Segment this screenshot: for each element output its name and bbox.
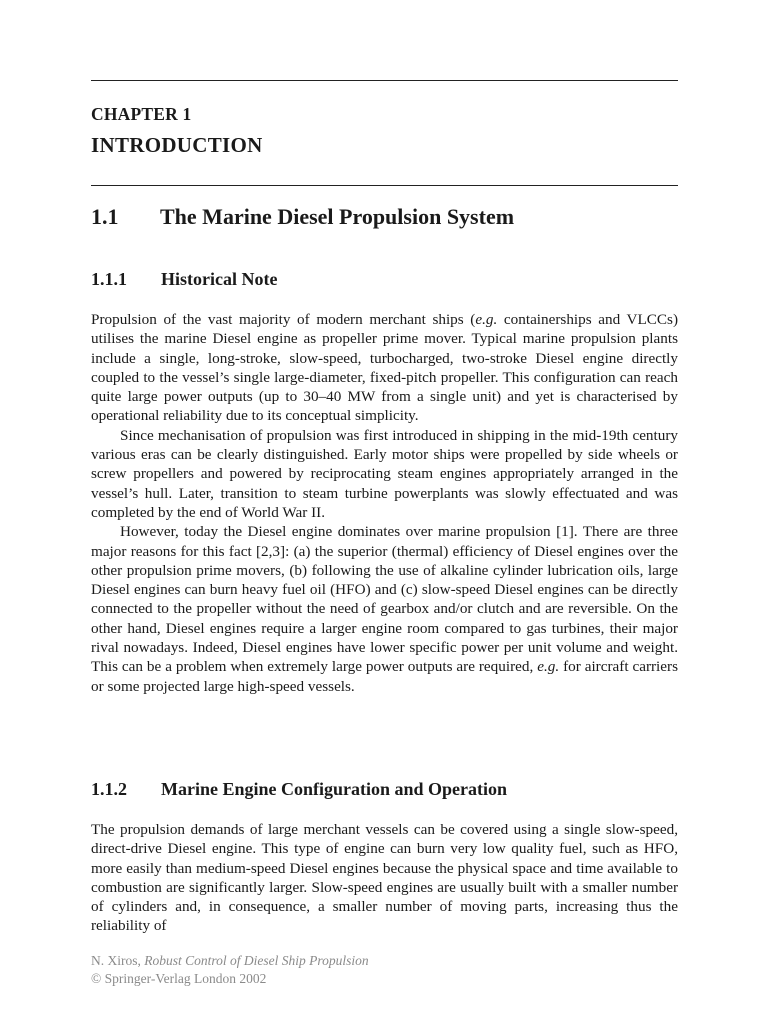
historical-note-body — [91, 310, 678, 696]
paragraph: However, today the Diesel engine dominates over marine propulsion [1]. There are three major reasons for this fact [2,3]: (a) the superior (thermal) efficiency of Diesel engines over the other propulsion prime movers, (b) following the use of alkaline cylinder lubrication oils, large Diesel engines can burn heavy fuel oil (HFO) and (c) slow-speed Diesel engines can be directly connected to the propeller without the need of gearbox and/or clutch and are reversible. On the other hand, Diesel engines require a larger engine room compared to gas turbines, their major rival nowadays. Indeed, Diesel engines have lower specific power per unit volume and weight. This can be a problem when extremely large power outputs are required, e.g. for aircraft carriers or some projected large high-speed vessels. — [91, 523, 678, 695]
subsection-number: 1.1.2 — [91, 779, 127, 799]
footer-citation — [91, 952, 369, 970]
footer-book-title: Robust Control of Diesel Ship Propulsion — [144, 953, 369, 968]
section-title: The Marine Diesel Propulsion System — [160, 204, 515, 229]
section-number: 1.1 — [91, 204, 119, 229]
section-heading-1-1-1 — [91, 269, 277, 290]
engine-configuration-body — [91, 820, 678, 936]
subsection-title: Historical Note — [161, 269, 278, 289]
subsection-title: Marine Engine Configuration and Operation — [161, 779, 508, 799]
emphasis: e.g. — [537, 658, 560, 676]
chapter-title: INTRODUCTION — [91, 133, 263, 157]
subsection-number: 1.1.1 — [91, 269, 127, 289]
emphasis: e.g. — [475, 311, 498, 328]
paragraph: Since mechanisation of propulsion was first introduced in shipping in the mid-19th century various eras can be clearly distinguished. Early motor ships were propelled by side wheels or screw propellers and powered by reciprocating steam engines appropriately arranged in the vessel’s hull. Later, transition to steam turbine powerplants was slowly effectuated and was completed by the end of World War II. — [91, 426, 678, 521]
section-heading-1-1-2 — [91, 779, 507, 800]
section-heading-1-1 — [91, 204, 514, 230]
paragraph: The propulsion demands of large merchant vessels can be covered using a single slow-speed, direct-drive Diesel engine. This type of engine can burn very low quality fuel, such as HFO, more easily than medium-speed Diesel engines because the physical space and time available to combustion are significantly larger. Slow-speed engines are usually built with a smaller number of cylinders and, in consequence, a smaller number of moving parts, increasing thus the reliability of — [91, 821, 678, 935]
footer-copyright: © Springer-Verlag London 2002 — [91, 971, 267, 986]
footer-author: N. Xiros, — [91, 953, 145, 968]
paragraph: Propulsion of the vast majority of modern merchant ships (e.g. containerships and VLCCs) utilises the marine Diesel engine as propeller prime mover. Typical marine propulsion plants include a single, long-stroke, slow-speed, turbocharged, two-stroke Diesel engine directly coupled to the vessel’s single large-diameter, fixed-pitch propeller. This configuration can reach quite large power outputs (up to 30–40 MW from a single unit) and yet is characterised by operational reliability due to its conceptual simplicity. — [91, 311, 679, 425]
chapter-label: CHAPTER 1 — [91, 104, 192, 124]
page-footer — [91, 952, 369, 988]
top-rule — [91, 80, 678, 81]
chapter-rule — [91, 185, 678, 186]
